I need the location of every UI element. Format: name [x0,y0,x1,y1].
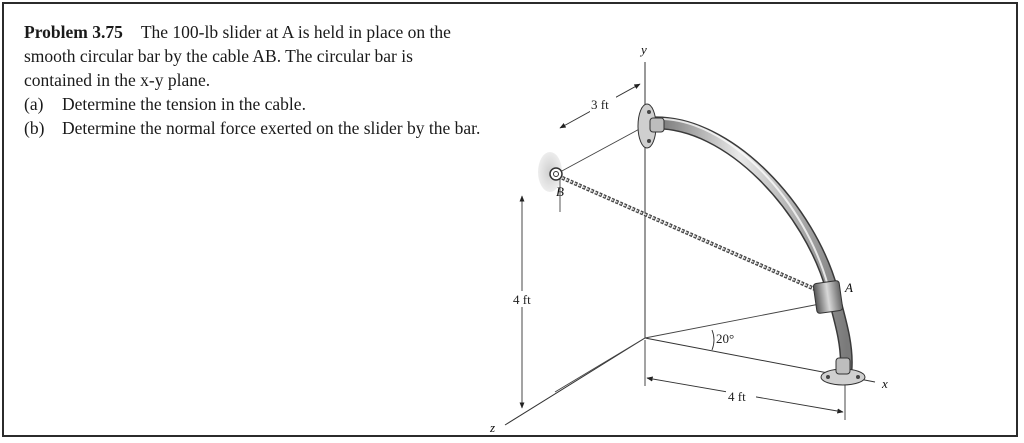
point-a-label: A [845,280,853,295]
bottom-mount-plate [821,358,865,385]
part-b-text: Determine the normal force exerted on the slider by the bar. [62,118,481,138]
eye-bolt-b [550,168,562,180]
axis-x-label: x [882,376,888,391]
axis-z-label: z [490,420,496,435]
angle-label: 20° [716,331,735,346]
dimension-4ft-horizontal [645,340,845,420]
slider-a [813,280,843,313]
problem-statement-text: The 100-lb slider at A is held in place on the smooth circular bar by the cable AB. The circular bar is contained in the x-y plane. [24,22,451,90]
dim-3ft-label: 3 ft [591,97,609,112]
top-mount-plate [638,104,664,148]
circular-bar [652,119,846,370]
point-b-label: B [556,184,564,199]
angle-marker [712,330,734,350]
part-a-label: (a) [24,94,44,114]
problem-number: Problem 3.75 [24,22,123,42]
construction-lines [555,126,830,392]
part-b-label: (b) [24,118,45,138]
dimension-3ft [560,84,640,128]
dim-4ft-vertical-label: 4 ft [513,292,531,307]
axis-y-label: y [641,42,647,57]
part-a-text: Determine the tension in the cable. [62,94,306,114]
dim-4ft-horizontal-label: 4 ft [728,389,746,404]
dimension-4ft-vertical [512,196,538,408]
